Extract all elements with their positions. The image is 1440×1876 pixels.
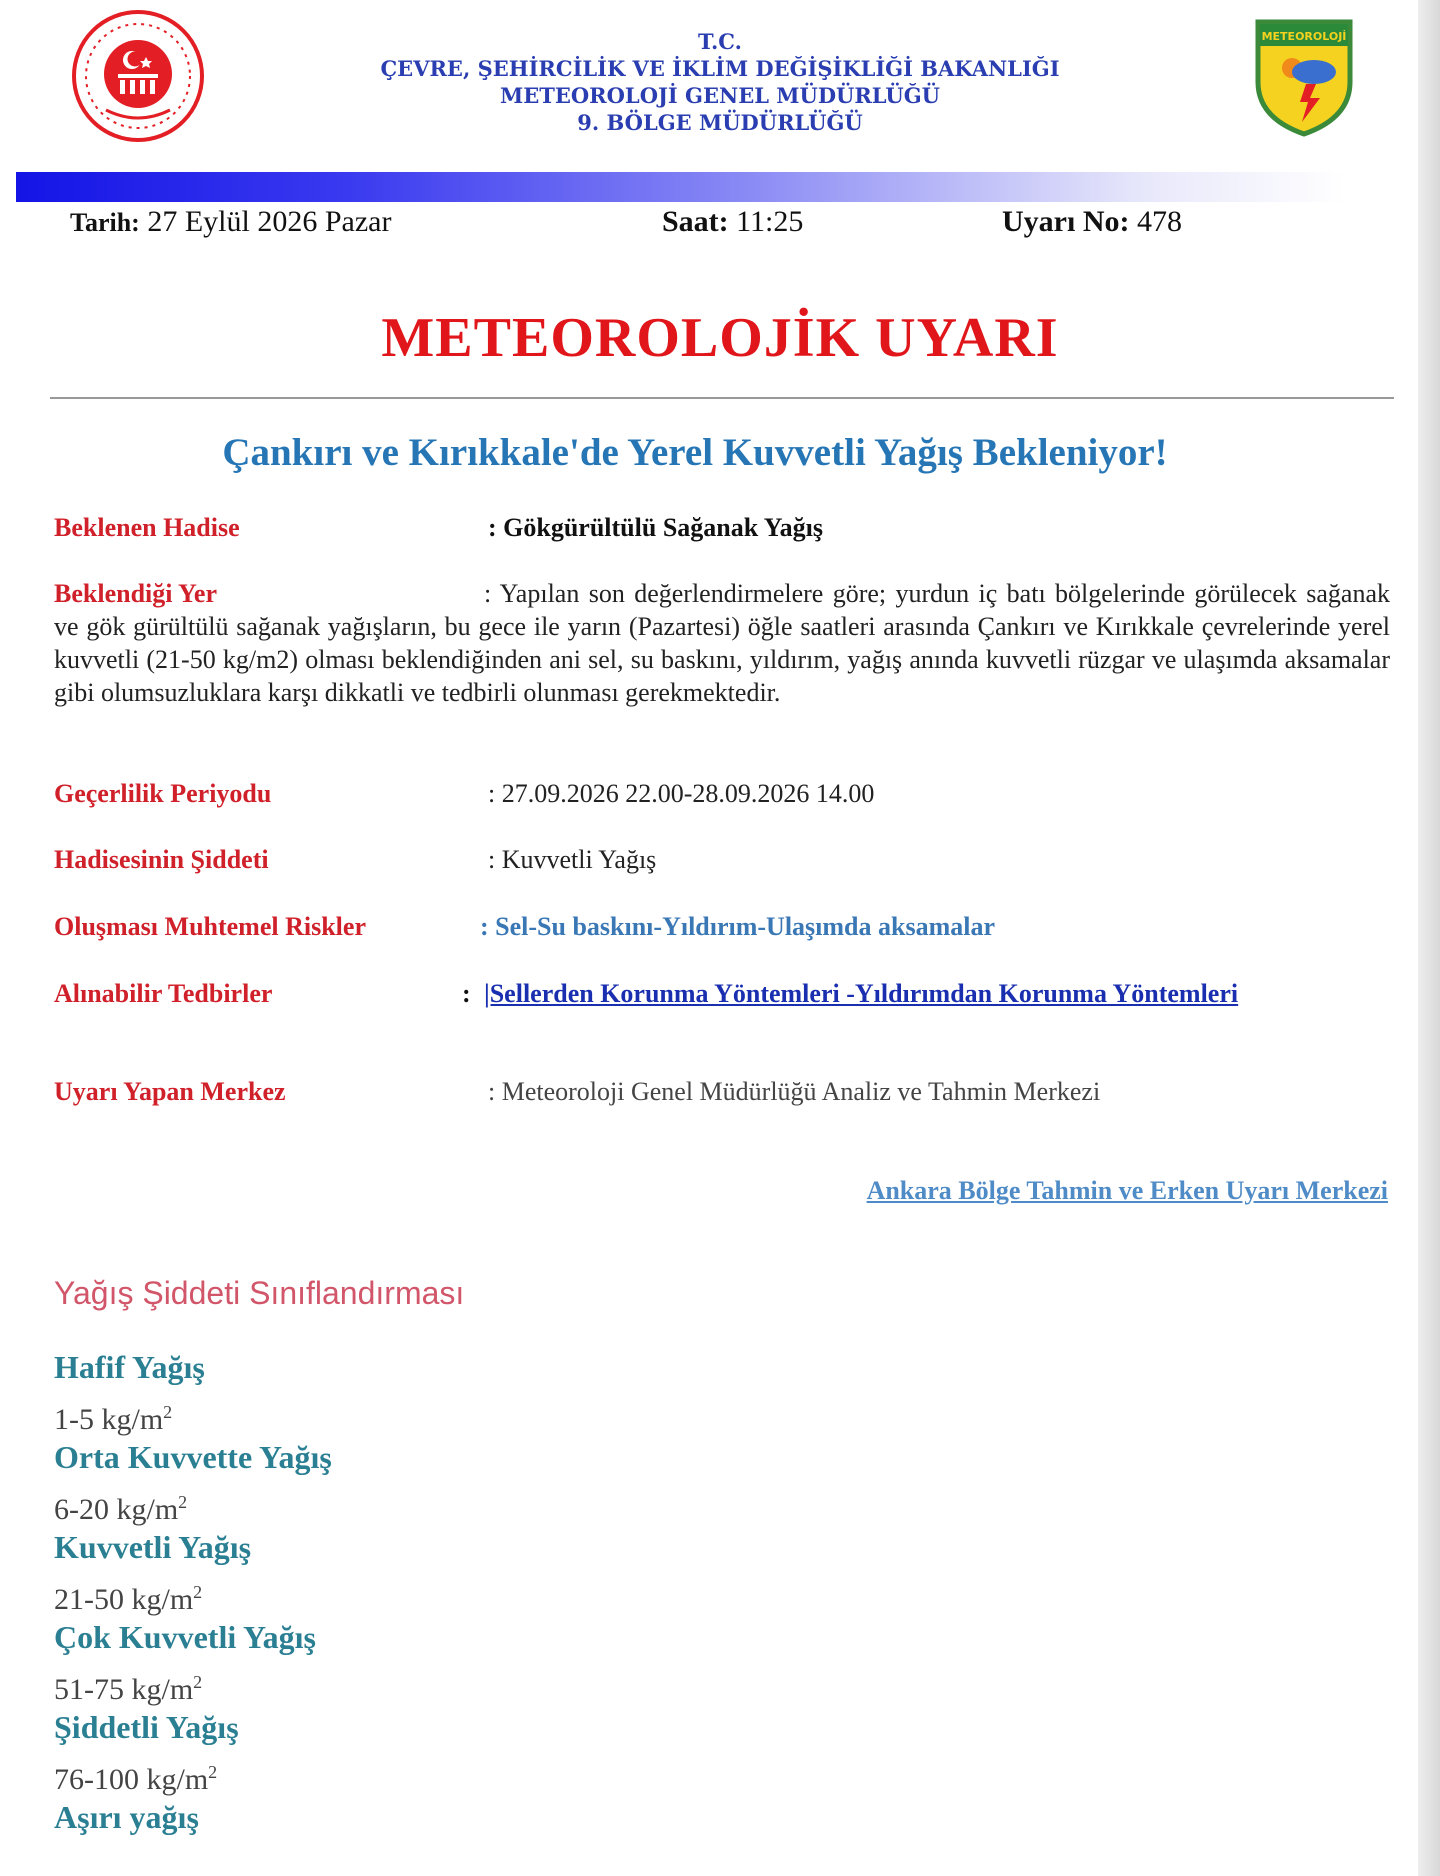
class-range-unit-sup: 2	[193, 1582, 203, 1602]
classification-list	[54, 1344, 654, 1840]
class-range	[54, 1660, 654, 1704]
validity-value: : 27.09.2026 22.00-28.09.2026 14.00	[488, 779, 875, 808]
org-line-directorate: METEOROLOJİ GENEL MÜDÜRLÜĞÜ	[500, 83, 940, 108]
classification-item	[54, 1614, 654, 1704]
expected-event-value: : Gökgürültülü Sağanak Yağış	[488, 513, 823, 542]
meteorology-emblem-logo	[1254, 18, 1354, 138]
class-name: Orta Kuvvette Yağış	[54, 1439, 332, 1475]
header-divider-bar	[16, 172, 1346, 202]
time-label: Saat:	[662, 205, 729, 238]
class-name: Şiddetli Yağış	[54, 1709, 239, 1745]
class-range-unit-sup: 2	[163, 1402, 173, 1422]
class-range	[54, 1570, 654, 1614]
date-field	[70, 205, 391, 239]
page-title: METEOROLOJİK UYARI	[381, 307, 1059, 369]
risks-value: : Sel-Su baskını-Yıldırım-Ulaşımda aksamalar	[480, 912, 996, 941]
protection-methods-link[interactable]: |Sellerden Korunma Yöntemleri -Yıldırımdan Korunma Yöntemleri	[484, 979, 1239, 1008]
warning-headline: Çankırı ve Kırıkkale'de Yerel Kuvvetli Yağış Bekleniyor!	[222, 431, 1168, 474]
measures-links[interactable]	[484, 979, 1238, 1009]
class-range	[54, 1480, 654, 1524]
date-value: 27 Eylül 2026 Pazar	[147, 205, 392, 238]
org-line-ministry: ÇEVRE, ŞEHİRCİLİK VE İKLİM DEĞİŞİKLİĞİ BAKANLIĞI	[380, 56, 1060, 81]
emblem-label: METEOROLOJİ	[1261, 30, 1347, 43]
class-range-text: 51-75 kg/m	[54, 1673, 194, 1706]
validity-label: Geçerlilik Periyodu	[54, 779, 272, 808]
classification-item	[54, 1524, 654, 1614]
class-range	[54, 1390, 654, 1434]
measures-colon: :	[462, 979, 471, 1008]
title-divider	[50, 397, 1394, 399]
class-range-unit-sup: 2	[208, 1762, 218, 1782]
warning-meta-row	[0, 205, 1418, 245]
class-range-unit-sup: 2	[193, 1672, 203, 1692]
ministry-seal-logo	[70, 8, 206, 144]
class-range	[54, 1750, 654, 1794]
issuing-center-label: Uyarı Yapan Merkez	[54, 1077, 286, 1106]
time-value: 11:25	[736, 205, 804, 238]
class-name: Hafif Yağış	[54, 1349, 205, 1385]
warning-number-field	[1002, 205, 1182, 239]
expected-event-label: Beklenen Hadise	[54, 513, 240, 542]
organization-name	[300, 28, 1140, 136]
org-line-region: 9. BÖLGE MÜDÜRLÜĞÜ	[577, 110, 863, 135]
date-label: Tarih:	[70, 208, 140, 237]
class-name: Aşırı yağış	[54, 1799, 199, 1835]
severity-value: : Kuvvetli Yağış	[488, 845, 657, 874]
class-range-text: 76-100 kg/m	[54, 1763, 209, 1796]
classification-item	[54, 1704, 654, 1794]
expected-place-label: Beklendiği Yer	[54, 579, 217, 608]
classification-item	[54, 1344, 654, 1434]
class-range-unit-sup: 2	[178, 1492, 188, 1512]
class-range-text: 21-50 kg/m	[54, 1583, 194, 1616]
class-name: Çok Kuvvetli Yağış	[54, 1619, 316, 1655]
classification-item	[54, 1794, 654, 1840]
time-field	[662, 205, 803, 239]
document-header	[0, 0, 1418, 160]
class-name: Kuvvetli Yağış	[54, 1529, 252, 1565]
warning-number-label: Uyarı No:	[1002, 205, 1130, 238]
severity-label: Hadisesinin Şiddeti	[54, 845, 269, 874]
classification-item	[54, 1434, 654, 1524]
org-line-tc: T.C.	[698, 29, 742, 54]
issuing-center-value: : Meteoroloji Genel Müdürlüğü Analiz ve Tahmin Merkezi	[488, 1077, 1101, 1106]
page-edge-shade	[1418, 0, 1440, 1876]
class-range-text: 1-5 kg/m	[54, 1403, 164, 1436]
risks-label: Oluşması Muhtemel Riskler	[54, 912, 366, 941]
classification-title: Yağış Şiddeti Sınıflandırması	[54, 1275, 465, 1311]
class-range-text: 6-20 kg/m	[54, 1493, 179, 1526]
expected-place-value: : Yapılan son değerlendirmelere göre; yurdun iç batı bölgelerinde görülecek sağanak ve gök gürültülü sağanak yağışların, bu gece ile yarın (Pazartesi) öğle saatleri arasında Çankırı ve Kırıkkale çevrelerinde yerel kuvvetli (21-50 kg/m2) olması beklendiğinden ani sel, su baskını, yıldırım, yağış anında kuvvetli rüzgar ve ulaşımda aksamalar gibi olumsuzluklara karşı dikkatli ve tedbirli olunması gerekmektedir.	[54, 579, 1390, 707]
expected-place-paragraph	[54, 577, 1390, 709]
measures-label: Alınabilir Tedbirler	[54, 979, 273, 1008]
warning-number-value: 478	[1136, 205, 1182, 238]
regional-center-link[interactable]: Ankara Bölge Tahmin ve Erken Uyarı Merkezi	[866, 1176, 1388, 1205]
